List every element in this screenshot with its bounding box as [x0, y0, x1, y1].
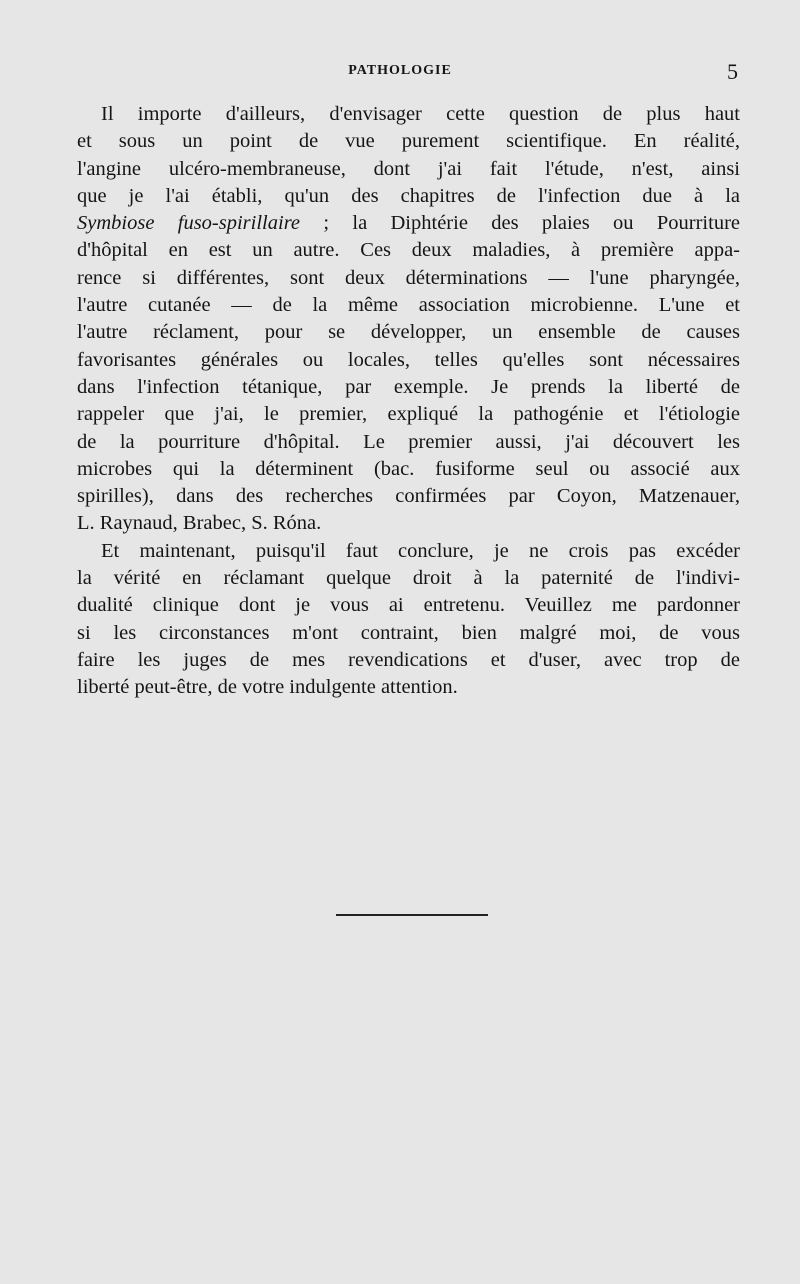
italic-term: Symbiose fuso-spirillaire: [77, 212, 301, 235]
text-line: Il importe d'ailleurs, d'envisager cette question de plus haut: [101, 103, 740, 125]
body-text: [77, 101, 740, 702]
text-line: rence si différentes, sont deux déterminations — l'une pharyngée,: [77, 266, 740, 289]
text-line: si les circonstances m'ont contraint, bien malgré moi, de vous: [77, 621, 740, 644]
text-line: microbes qui la déterminent (bac. fusiforme seul ou associé aux: [77, 457, 740, 480]
page-header: [0, 61, 800, 85]
text-line: que je l'ai établi, qu'un des chapitres de l'infection due à la: [77, 184, 740, 207]
page-number: 5: [727, 59, 738, 84]
text-line: et sous un point de vue purement scientifique. En réalité,: [77, 130, 740, 153]
text-line: la vérité en réclamant quelque droit à la paternité de l'indivi-: [77, 567, 740, 590]
text-line: liberté peut-être, de votre indulgente attention.: [77, 676, 458, 699]
end-rule: [336, 914, 488, 916]
text-line: spirilles), dans des recherches confirmées par Coyon, Matzenauer,: [77, 485, 740, 508]
text-line: faire les juges de mes revendications et d'user, avec trop de: [77, 648, 740, 671]
paragraph-2: [77, 538, 740, 702]
text-line: l'autre réclament, pour se développer, un ensemble de causes: [77, 321, 740, 344]
text-line: favorisantes générales ou locales, telles qu'elles sont nécessaires: [77, 348, 740, 371]
paragraph-1: [77, 101, 740, 538]
text-line: de la pourriture d'hôpital. Le premier aussi, j'ai découvert les: [77, 430, 740, 453]
text-line: Et maintenant, puisqu'il faut conclure, je ne crois pas excéder: [101, 539, 740, 562]
text-line: L. Raynaud, Brabec, S. Róna.: [77, 512, 322, 535]
text-line: dualité clinique dont je vous ai entretenu. Veuillez me pardonner: [77, 594, 740, 617]
running-head: PATHOLOGIE: [348, 63, 452, 78]
text-line: rappeler que j'ai, le premier, expliqué la pathogénie et l'étiologie: [77, 403, 740, 426]
text-line-with-italic: [77, 210, 740, 237]
text-line: l'autre cutanée — de la même association microbienne. L'une et: [77, 294, 740, 317]
italic-line-rest: ; la Diphtérie des plaies ou Pourriture: [300, 212, 740, 235]
text-line: dans l'infection tétanique, par exemple. Je prends la liberté de: [77, 375, 740, 398]
text-line: l'angine ulcéro-membraneuse, dont j'ai fait l'étude, n'est, ainsi: [77, 157, 740, 180]
text-line: d'hôpital en est un autre. Ces deux maladies, à première appa-: [77, 239, 740, 262]
